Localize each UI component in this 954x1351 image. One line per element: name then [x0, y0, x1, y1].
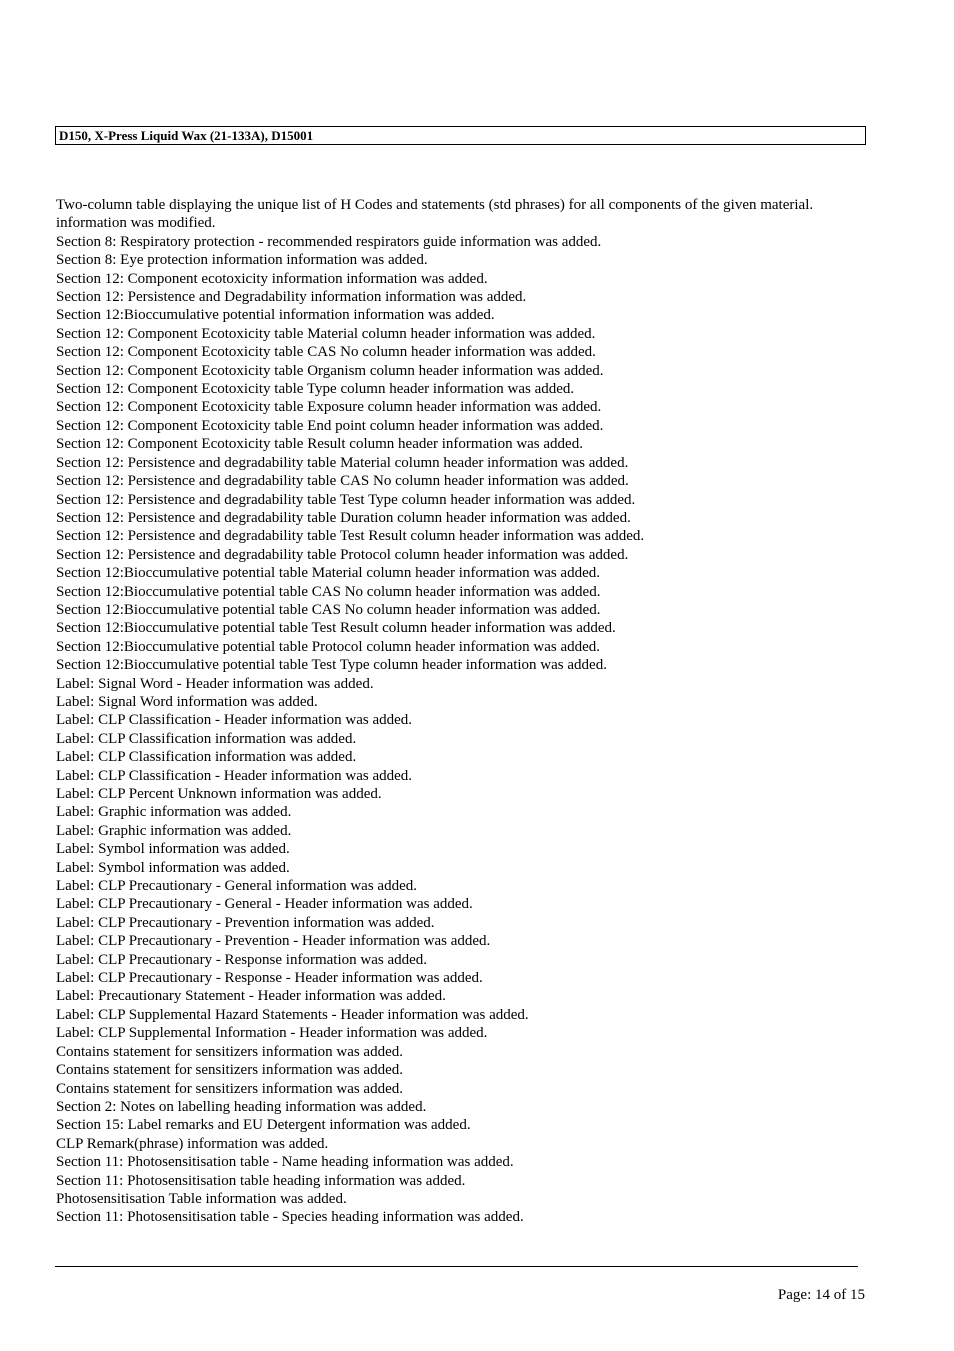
- revision-line: Section 12: Component Ecotoxicity table End point column header information was added.: [56, 417, 604, 434]
- revision-line: Section 12: Component ecotoxicity information information was added.: [56, 270, 488, 287]
- revision-line: Label: Signal Word information was added.: [56, 693, 318, 710]
- document-header-box: [55, 126, 866, 145]
- revision-line: Label: Precautionary Statement - Header information was added.: [56, 988, 446, 1005]
- revision-line: Label: Symbol information was added.: [56, 859, 290, 876]
- revision-line: Label: CLP Precautionary - Response information was added.: [56, 951, 428, 968]
- revision-line: Label: CLP Precautionary - General information was added.: [56, 878, 417, 895]
- revision-line: Section 12: Persistence and degradability table Protocol column header information was added.: [56, 546, 629, 563]
- revision-line: Section 8: Respiratory protection - recommended respirators guide information was added.: [56, 233, 602, 250]
- revision-lines: [56, 233, 846, 1227]
- revision-line: Section 12:Bioccumulative potential table Material column header information was added.: [56, 565, 600, 582]
- revision-line: Label: CLP Classification information was added.: [56, 749, 357, 766]
- revision-line: Section 12: Component Ecotoxicity table CAS No column header information was added.: [56, 344, 596, 361]
- revision-line: Section 12:Bioccumulative potential table CAS No column header information was added.: [56, 583, 601, 600]
- revision-line: Section 12: Persistence and degradability table Test Result column header information was added.: [56, 528, 645, 545]
- revision-line: Section 12: Persistence and Degradability information information was added.: [56, 289, 527, 306]
- revision-line: Section 12: Component Ecotoxicity table Exposure column header information was added.: [56, 399, 602, 416]
- revision-line: Section 2: Notes on labelling heading information was added.: [56, 1098, 427, 1115]
- footer-divider: [55, 1266, 858, 1267]
- revision-line: Section 12: Component Ecotoxicity table Organism column header information was added.: [56, 362, 604, 379]
- revision-line: Photosensitisation Table information was added.: [56, 1190, 347, 1207]
- document-title: D150, X-Press Liquid Wax (21-133A), D15001: [59, 128, 314, 143]
- revision-line: Label: CLP Precautionary - General - Header information was added.: [56, 896, 473, 913]
- revision-line: Label: Graphic information was added.: [56, 804, 292, 821]
- revision-line: Label: CLP Supplemental Information - Header information was added.: [56, 1025, 488, 1042]
- revision-line: Label: CLP Percent Unknown information was added.: [56, 786, 382, 802]
- page-number: Page: 14 of 15: [777, 1287, 865, 1303]
- revision-intro: Two-column table displaying the unique list of H Codes and statements (std phrases) for all components of the given material. information was modified.: [56, 197, 814, 232]
- revision-line: CLP Remark(phrase) information was added.: [56, 1135, 329, 1152]
- revision-line: Section 12: Persistence and degradability table Material column header information was added.: [56, 454, 629, 471]
- revision-line: Section 12: Component Ecotoxicity table Result column header information was added.: [56, 436, 583, 453]
- revision-line: Section 12:Bioccumulative potential table CAS No column header information was added.: [56, 601, 601, 618]
- revision-line: Label: CLP Supplemental Hazard Statements - Header information was added.: [56, 1006, 529, 1023]
- revision-line: Section 12: Persistence and degradability table CAS No column header information was added.: [56, 473, 629, 490]
- revision-line: Label: CLP Classification information was added.: [56, 730, 357, 747]
- revision-line: Section 12: Persistence and degradability table Test Type column header information was added.: [56, 491, 636, 508]
- revision-line: Label: Graphic information was added.: [56, 822, 292, 839]
- revision-line: Label: CLP Classification - Header information was added.: [56, 767, 413, 784]
- revision-line: Section 8: Eye protection information information was added.: [56, 252, 428, 269]
- revision-line: Section 12: Persistence and degradability table Duration column header information was added.: [56, 509, 631, 526]
- revision-line: Section 12:Bioccumulative potential table Protocol column header information was added.: [56, 638, 601, 655]
- revision-line: Label: CLP Precautionary - Prevention - Header information was added.: [56, 933, 491, 950]
- revision-line: Section 12:Bioccumulative potential information information was added.: [56, 307, 495, 324]
- revision-line: Label: CLP Classification - Header information was added.: [56, 712, 413, 729]
- revision-line: Section 11: Photosensitisation table - Name heading information was added.: [56, 1154, 514, 1171]
- revision-line: Section 15: Label remarks and EU Detergent information was added.: [56, 1117, 471, 1134]
- revision-line: Label: Signal Word - Header information was added.: [56, 675, 374, 692]
- revision-line: Section 12:Bioccumulative potential table Test Type column header information was added.: [56, 657, 607, 674]
- revision-line: Label: CLP Precautionary - Prevention information was added.: [56, 914, 435, 931]
- revision-line: Contains statement for sensitizers information was added.: [56, 1043, 403, 1060]
- revision-line: Section 11: Photosensitisation table heading information was added.: [56, 1172, 466, 1189]
- revision-line: Label: Symbol information was added.: [56, 841, 290, 858]
- revision-line: Label: CLP Precautionary - Response - Header information was added.: [56, 970, 483, 987]
- revision-line: Section 12: Component Ecotoxicity table Material column header information was added.: [56, 325, 596, 342]
- revision-line: Contains statement for sensitizers information was added.: [56, 1062, 403, 1079]
- revision-line: Section 11: Photosensitisation table - Species heading information was added.: [56, 1209, 524, 1226]
- revision-line: Section 12:Bioccumulative potential table Test Result column header information was added.: [56, 620, 616, 637]
- revision-list: [56, 196, 846, 1227]
- revision-line: Contains statement for sensitizers information was added.: [56, 1080, 403, 1097]
- revision-line: Section 12: Component Ecotoxicity table Type column header information was added.: [56, 381, 575, 398]
